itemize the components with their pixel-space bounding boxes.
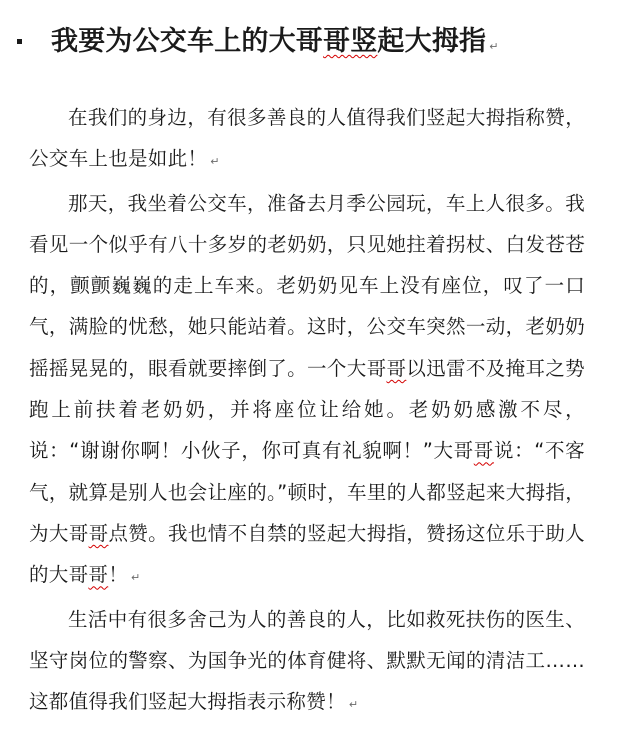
- paragraph-mark-icon: ↵: [489, 40, 499, 53]
- paragraph-1-text: 在我们的身边，有很多善良的人值得我们竖起大拇指称赞，公交车上也是如此！: [29, 106, 585, 171]
- paragraph-2[interactable]: [29, 183, 585, 599]
- paragraph-2-text: 那天，我坐着公交车，准备去月季公园玩，车上人很多。我看见一个似乎有八十多岁的老奶奶，只见她拄着拐杖、白发苍苍的，颤颤巍巍的走上车来。老奶奶见车上没有座位，叹了一口气，满脸的忧愁，她只能站着。这时，公交车突然一动，老奶奶摇摇晃晃的，眼看就要摔倒了。一个大哥: [29, 191, 585, 380]
- paragraph-1[interactable]: [29, 97, 585, 183]
- paragraph-mark-icon: ↵: [131, 571, 141, 585]
- document-title[interactable]: [51, 22, 499, 67]
- title-text: 我要为公交车上的大哥: [51, 26, 323, 57]
- bullet-marker: [17, 39, 22, 44]
- paragraph-mark-icon: ↵: [348, 698, 359, 712]
- spellcheck-flag[interactable]: 哥: [88, 521, 109, 545]
- document-body[interactable]: [29, 97, 585, 725]
- paragraph-2-text: 说：“不客气，就算是别人也会让座的。”顿时，车里的人都竖起来大拇指，为大哥: [29, 439, 585, 545]
- paragraph-3-text: 生活中有很多舍己为人的善良的人，比如救死扶伤的医生、坚守岗位的警察、为国争光的体育健将、默默无闻的清洁工……这都值得我们竖起大拇指表示称赞！: [29, 607, 585, 714]
- paragraph-mark-icon: ↵: [210, 155, 220, 169]
- paragraph-2-text: ！: [108, 563, 129, 587]
- paragraph-3[interactable]: [29, 599, 585, 726]
- title-text-end: 起大拇指: [377, 26, 487, 57]
- paragraph-2-text: 以迅雷不及掩耳之势跑上前扶着老奶奶，并将座位让给她。老奶奶感激不尽，说：“谢谢你啊！小伙子，你可真有礼貌啊！”大哥: [29, 356, 585, 463]
- title-spellcheck-flag[interactable]: 哥竖: [323, 26, 378, 57]
- paragraph-2-text: 点赞。我也情不自禁的竖起大拇指，赞扬这位乐于助人的大哥: [29, 521, 585, 587]
- spellcheck-flag[interactable]: 哥: [473, 439, 494, 463]
- spellcheck-flag[interactable]: 哥: [88, 563, 109, 587]
- spellcheck-flag[interactable]: 哥: [386, 356, 407, 380]
